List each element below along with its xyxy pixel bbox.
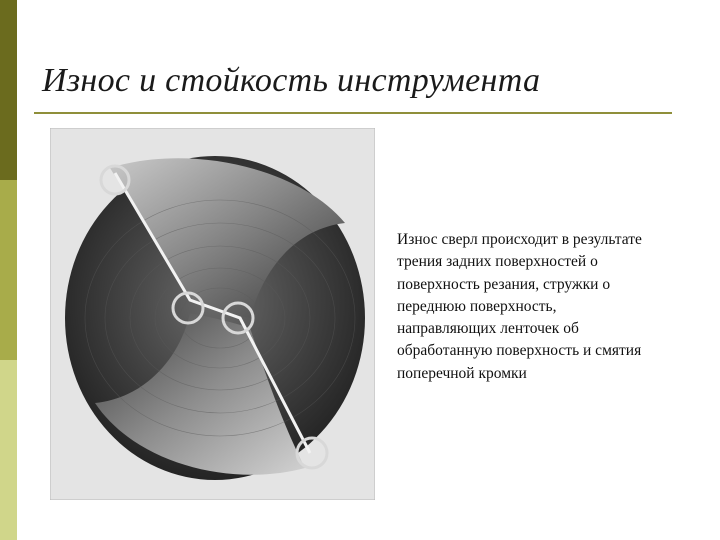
slide-title: Износ и стойкость инструмента xyxy=(42,62,541,99)
side-bar-dark xyxy=(0,0,17,180)
side-bar-light xyxy=(0,360,17,540)
side-bar-mid xyxy=(0,180,17,360)
title-underline xyxy=(34,112,672,114)
wear-description: Износ сверл происходит в результате трения задних поверхностей о поверхность резания, стружки о переднюю поверхность, направляющих ленточек об обработанную поверхность и смятия поперечной кромки xyxy=(397,231,642,382)
drill-bit-photo xyxy=(50,128,375,500)
